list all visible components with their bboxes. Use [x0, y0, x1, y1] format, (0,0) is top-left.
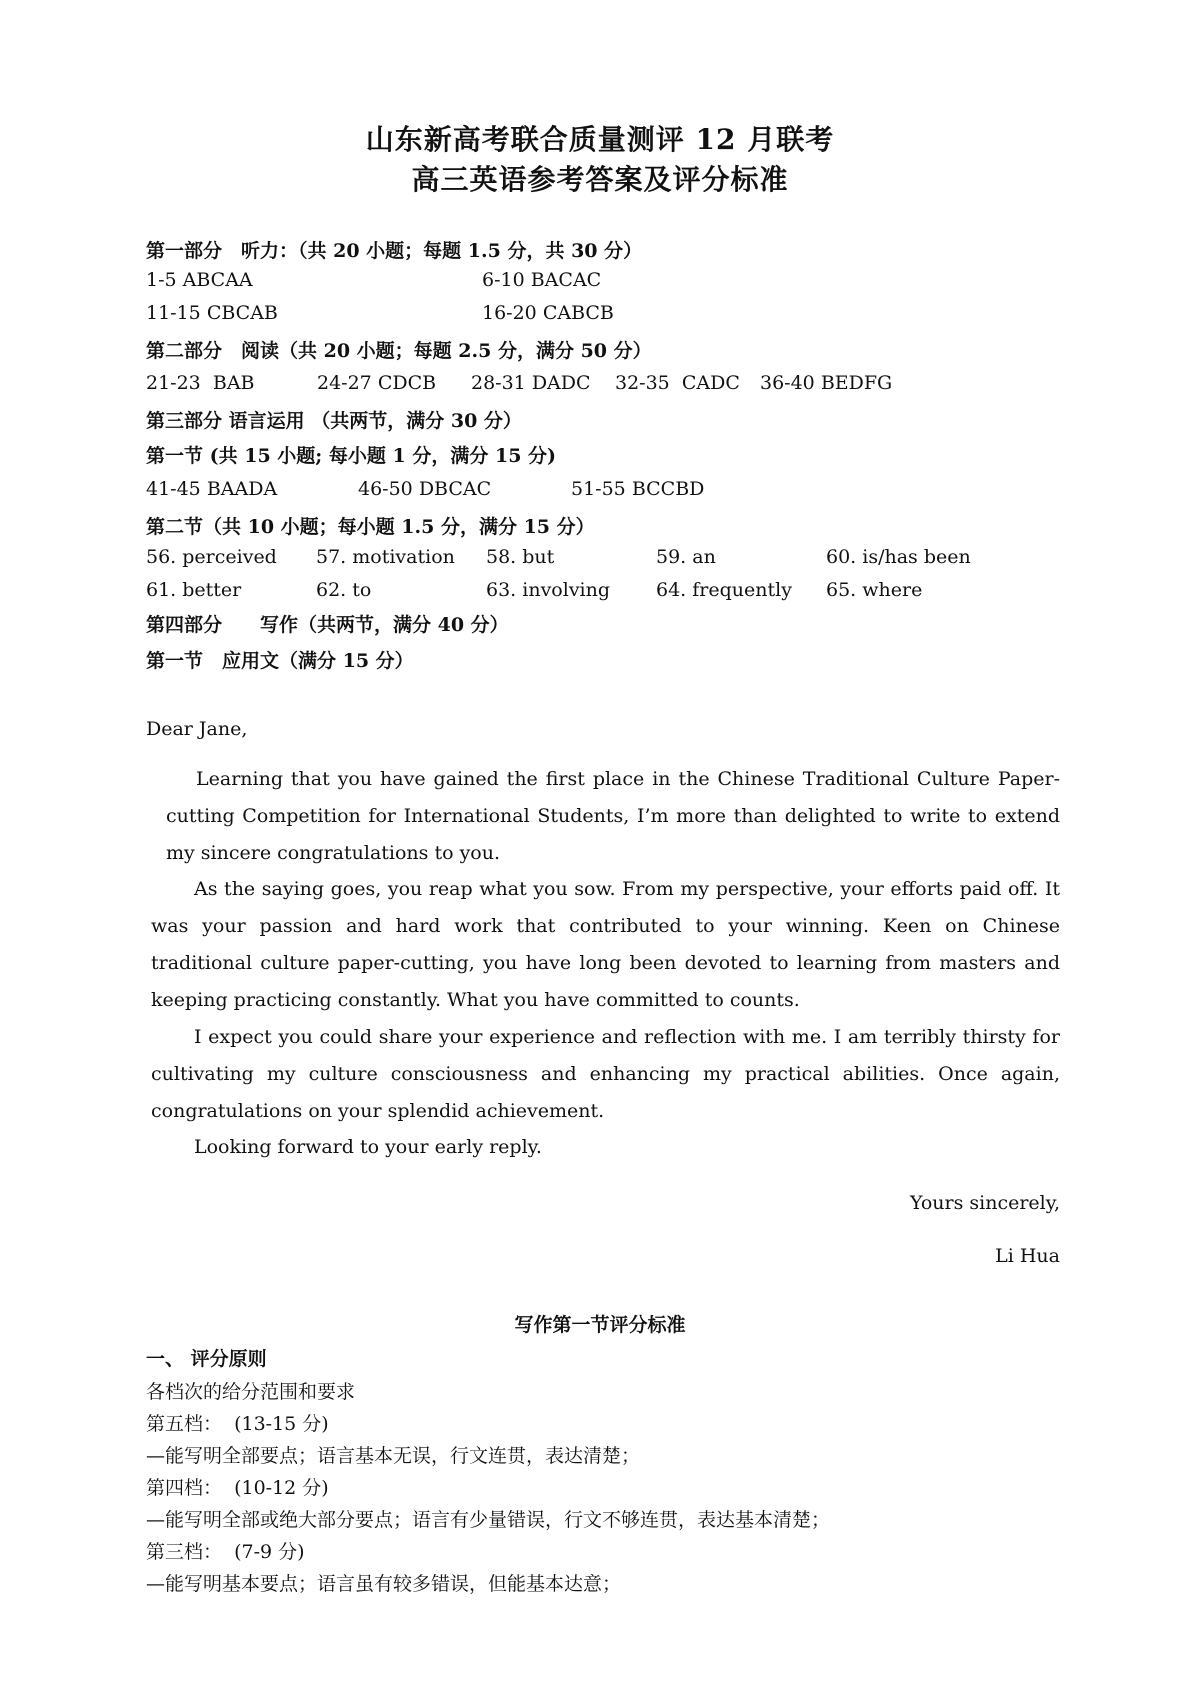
score-level-desc: —能写明全部要点；语言基本无误，行文连贯，表达清楚；	[146, 1445, 641, 1467]
part4-section1-heading: 第一节 应用文（满分 15 分）	[146, 650, 414, 672]
answer-item: 58. but	[486, 546, 555, 568]
document-title-line1: 山东新高考联合质量测评 12 月联考	[365, 123, 835, 156]
answer-item: 61. better	[146, 579, 242, 601]
answer-group: 41-45 BAADA	[146, 478, 278, 500]
letter-paragraph: Looking forward to your early reply.	[194, 1136, 542, 1158]
score-level-label: 第三档： (7-9 分)	[146, 1541, 305, 1563]
score-level-desc: —能写明基本要点；语言虽有较多错误，但能基本达意；	[146, 1573, 622, 1595]
answer-item: 57. motivation	[316, 546, 455, 568]
answer-group: 36-40 BEDFG	[760, 372, 893, 394]
score-level-label: 第五档： (13-15 分)	[146, 1413, 329, 1435]
letter-greeting: Dear Jane,	[146, 718, 248, 740]
part4-heading: 第四部分 写作（共两节，满分 40 分）	[146, 614, 509, 636]
part3-section2-heading: 第二节（共 10 小题；每小题 1.5 分，满分 15 分）	[146, 516, 595, 538]
part2-heading: 第二部分 阅读（共 20 小题；每题 2.5 分，满分 50 分）	[146, 340, 652, 362]
answer-item: 56. perceived	[146, 546, 277, 568]
answer-item: 64. frequently	[656, 579, 792, 601]
answer-group: 16-20 CABCB	[482, 302, 614, 324]
answer-group: 46-50 DBCAC	[358, 478, 492, 500]
answer-group: 11-15 CBCAB	[146, 302, 278, 324]
answer-group: 32-35 CADC	[615, 372, 740, 394]
letter-paragraph: I expect you could share your experience and reflection with me. I am terribly thirsty for cultivating my culture consciousness and enhancing my practical abilities. Once again, congratulations on your splendid achievement.	[151, 1026, 1060, 1122]
letter-paragraph: Learning that you have gained the first place in the Chinese Traditional Culture Paper-cutting Competition for International Students, I’m more than delighted to write to extend my sincere congratulations to you.	[166, 768, 1060, 864]
answer-item: 59. an	[656, 546, 716, 568]
answer-group: 24-27 CDCB	[317, 372, 437, 394]
scoring-intro: 各档次的给分范围和要求	[146, 1381, 356, 1403]
answer-group: 6-10 BACAC	[482, 269, 602, 291]
answer-item: 62. to	[316, 579, 372, 601]
letter-paragraph: As the saying goes, you reap what you sow. From my perspective, your efforts paid off. It was your passion and hard work that contributed to your winning. Keen on Chinese traditional culture paper-cutting, you have long been devoted to learning from masters and keeping practicing constantly. What you have committed to counts.	[151, 878, 1060, 1011]
answer-item: 65. where	[826, 579, 923, 601]
scoring-principle-heading: 一、 评分原则	[146, 1348, 267, 1370]
answer-group: 28-31 DADC	[471, 372, 591, 394]
document-title-line2: 高三英语参考答案及评分标准	[411, 163, 789, 196]
letter-signature: Li Hua	[995, 1245, 1060, 1267]
part3-section1-heading: 第一节 (共 15 小题; 每小题 1 分，满分 15 分)	[146, 445, 557, 467]
answer-group: 51-55 BCCBD	[571, 478, 705, 500]
score-level-desc: —能写明全部或绝大部分要点；语言有少量错误，行文不够连贯，表达基本清楚；	[146, 1509, 831, 1531]
scoring-heading: 写作第一节评分标准	[514, 1314, 686, 1336]
score-level-label: 第四档： (10-12 分)	[146, 1477, 329, 1499]
answer-group: 21-23 BAB	[146, 372, 255, 394]
answer-group: 1-5 ABCAA	[146, 269, 253, 291]
part1-heading: 第一部分 听力：（共 20 小题；每题 1.5 分，共 30 分）	[146, 240, 643, 262]
part3-heading: 第三部分 语言运用 （共两节，满分 30 分）	[146, 410, 522, 432]
letter-closing: Yours sincerely,	[909, 1192, 1060, 1214]
answer-item: 60. is/has been	[826, 546, 971, 568]
answer-item: 63. involving	[486, 579, 611, 601]
